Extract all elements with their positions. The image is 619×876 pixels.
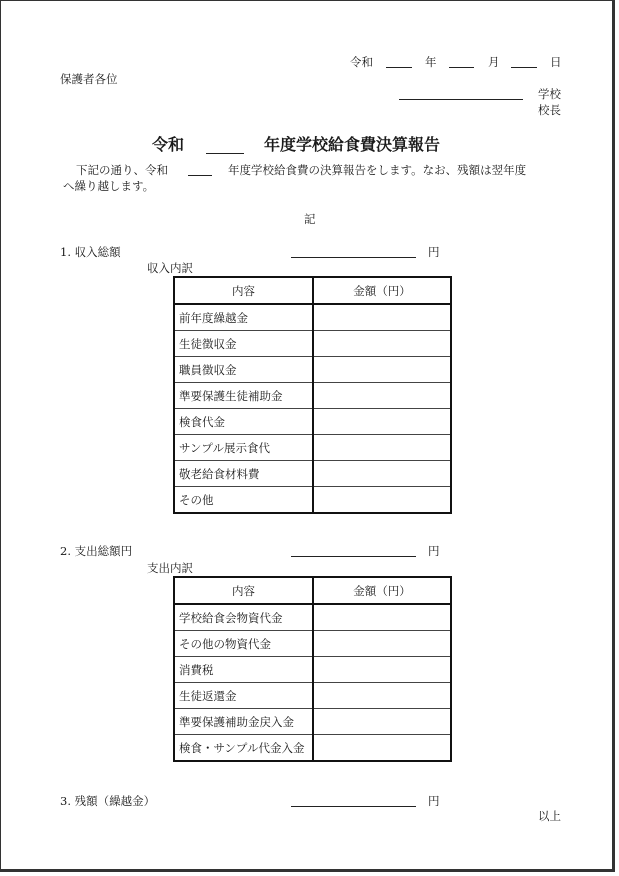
row-label: 準要保護補助金戻入金 [174, 709, 313, 735]
amount-cell[interactable] [313, 487, 451, 514]
amount-cell[interactable] [313, 409, 451, 435]
page-title: 年度学校給食費決算報告 [264, 135, 441, 154]
row-label: 検食・サンプル代金入金 [174, 735, 313, 762]
table-row [174, 487, 451, 514]
income-unit: 円 [428, 245, 440, 259]
amount-cell[interactable] [313, 604, 451, 631]
row-label: 生徒徴収金 [174, 331, 313, 357]
table-row [174, 331, 451, 357]
table-header-row [174, 277, 451, 304]
school-label: 学校 [538, 87, 561, 101]
table-row [174, 383, 451, 409]
date-year-unit: 年 [425, 55, 437, 69]
title-era: 令和 [152, 135, 185, 154]
amount-cell[interactable] [313, 735, 451, 762]
balance-unit: 円 [428, 794, 440, 808]
table-header-row [174, 577, 451, 604]
income-table [173, 276, 452, 514]
amount-cell[interactable] [313, 461, 451, 487]
row-label: 学校給食会物資代金 [174, 604, 313, 631]
expense-table [173, 576, 452, 762]
expense-total-blank [291, 556, 416, 557]
table-row [174, 683, 451, 709]
table-row [174, 461, 451, 487]
balance-blank [291, 806, 416, 807]
principal-label: 校長 [538, 103, 561, 117]
col-content-header: 内容 [174, 277, 313, 304]
row-label: その他 [174, 487, 313, 514]
closing-mark: 以上 [538, 809, 561, 823]
amount-cell[interactable] [313, 631, 451, 657]
row-label: 生徒返還金 [174, 683, 313, 709]
amount-cell[interactable] [313, 357, 451, 383]
col-amount-header: 金額（円） [313, 577, 451, 604]
amount-cell[interactable] [313, 435, 451, 461]
intro-text-1: 下記の通り、令和 [76, 163, 168, 177]
table-row [174, 304, 451, 331]
amount-cell[interactable] [313, 331, 451, 357]
school-name-blank [399, 99, 523, 100]
table-row [174, 604, 451, 631]
income-heading: 1. 収入総額 [60, 245, 121, 259]
amount-cell[interactable] [313, 709, 451, 735]
table-row [174, 435, 451, 461]
intro-text-2: 年度学校給食費の決算報告をします。なお、残額は翌年度 [228, 163, 527, 177]
amount-cell[interactable] [313, 657, 451, 683]
row-label: サンプル展示食代 [174, 435, 313, 461]
row-label: 準要保護生徒補助金 [174, 383, 313, 409]
table-row [174, 735, 451, 762]
intro-text-3: へ繰り越します。 [63, 179, 155, 193]
table-row [174, 657, 451, 683]
date-month-unit: 月 [488, 55, 500, 69]
intro-year-blank [188, 175, 212, 176]
table-row [174, 709, 451, 735]
amount-cell[interactable] [313, 304, 451, 331]
income-breakdown-label: 収入内訳 [147, 261, 193, 275]
day-blank [511, 67, 537, 68]
date-day-unit: 日 [550, 55, 562, 69]
expense-breakdown-label: 支出内訳 [147, 561, 193, 575]
amount-cell[interactable] [313, 383, 451, 409]
month-blank [449, 67, 474, 68]
row-label: 検食代金 [174, 409, 313, 435]
row-label: 消費税 [174, 657, 313, 683]
col-content-header: 内容 [174, 577, 313, 604]
row-label: 前年度繰越金 [174, 304, 313, 331]
expense-unit: 円 [428, 544, 440, 558]
table-row [174, 409, 451, 435]
year-blank [386, 67, 412, 68]
balance-heading: 3. 残額（繰越金） [60, 794, 156, 808]
expense-heading: 2. 支出総額円 [60, 544, 133, 558]
row-label: その他の物資代金 [174, 631, 313, 657]
income-total-blank [291, 257, 416, 258]
row-label: 敬老給食材料費 [174, 461, 313, 487]
table-row [174, 357, 451, 383]
amount-cell[interactable] [313, 683, 451, 709]
ki-mark: 記 [304, 212, 316, 226]
addressee: 保護者各位 [60, 72, 118, 86]
col-amount-header: 金額（円） [313, 277, 451, 304]
title-year-blank [206, 153, 244, 154]
date-era: 令和 [350, 55, 373, 69]
table-row [174, 631, 451, 657]
row-label: 職員徴収金 [174, 357, 313, 383]
